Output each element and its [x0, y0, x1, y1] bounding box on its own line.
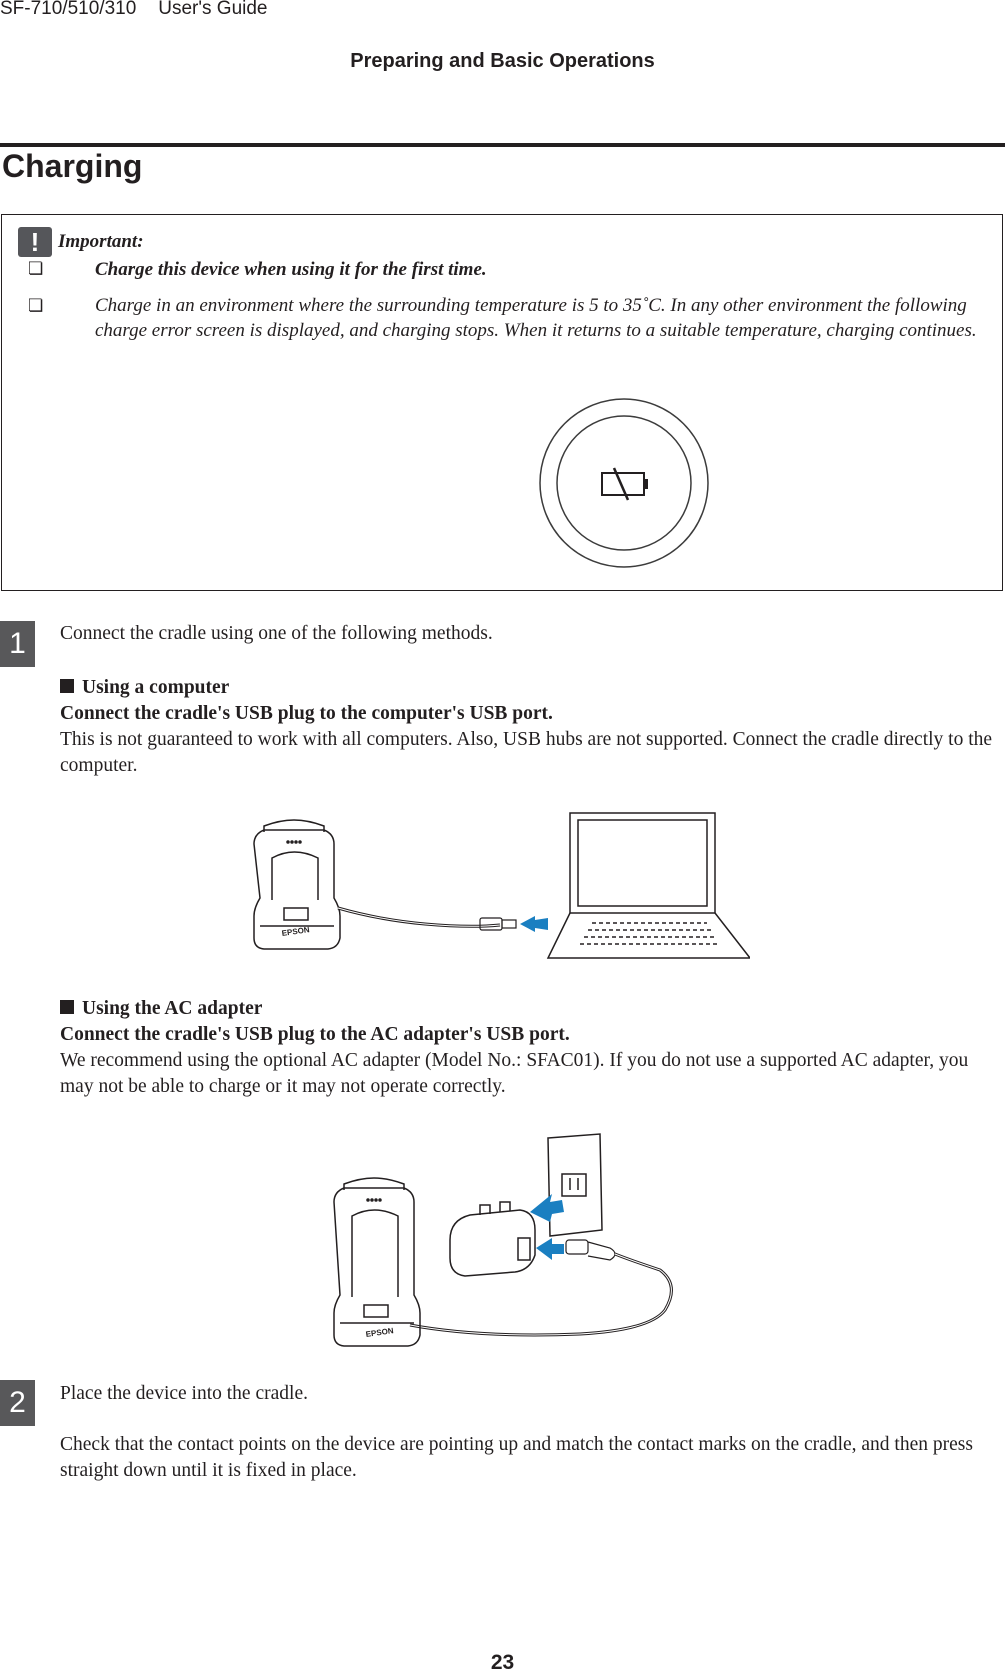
computer-heading: Using a computer	[60, 675, 1000, 701]
product-name: SF-710/510/310	[0, 0, 137, 19]
step2-text: Place the device into the cradle.	[60, 1383, 308, 1404]
square-bullet-icon	[60, 1000, 74, 1014]
wall-outlet-icon	[548, 1134, 602, 1236]
adapter-instruction: Connect the cradle's USB plug to the AC adapter's USB port.	[60, 1024, 570, 1045]
cradle-brand: EPSON	[365, 1326, 395, 1339]
cradle-brand: EPSON	[281, 925, 311, 938]
ac-adapter-icon	[450, 1202, 535, 1276]
cradle-to-adapter-illustration	[330, 1130, 710, 1355]
guide-name: User's Guide	[158, 0, 268, 19]
page-number: 23	[490, 1651, 515, 1674]
step-number-2: 2	[0, 1380, 35, 1426]
square-bullet-icon	[60, 679, 74, 693]
computer-instruction: Connect the cradle's USB plug to the computer's USB port.	[60, 703, 553, 724]
section-header: Preparing and Basic Operations	[350, 50, 655, 72]
arrow-icon	[520, 916, 548, 932]
arrow-icon	[536, 1238, 564, 1260]
checkbox-bullet-icon: ❏	[28, 296, 44, 315]
adapter-heading: Using the AC adapter	[60, 996, 1000, 1022]
exclamation-icon: !	[18, 227, 52, 257]
adapter-note: We recommend using the optional AC adapter (Model No.: SFAC01). If you do not use a supported AC adapter, you may not be able to charge or it may not operate correctly.	[60, 1050, 969, 1097]
usb-plug-icon	[566, 1240, 615, 1260]
cradle-to-computer-illustration	[250, 808, 750, 963]
battery-error-icon	[602, 468, 648, 500]
title-rule	[0, 143, 1005, 147]
checkbox-bullet-icon: ❏	[28, 259, 44, 278]
charge-error-screen	[538, 397, 710, 569]
computer-note: This is not guaranteed to work with all computers. Also, USB hubs are not supported. Connect the cradle directly to the computer.	[60, 729, 993, 776]
step-number-1: 1	[0, 621, 35, 667]
arrow-icon	[530, 1194, 564, 1222]
important-item-1: Charge this device when using it for the first time.	[95, 259, 487, 280]
page-title: Charging	[2, 148, 143, 184]
laptop-icon	[548, 813, 750, 958]
step2-note: Check that the contact points on the device are pointing up and match the contact marks on the cradle, and then press straight down until it is fixed in place.	[60, 1434, 973, 1481]
important-label: Important:	[58, 231, 144, 252]
important-item-2: Charge in an environment where the surrounding temperature is 5 to 35˚C. In any other environment the following charge error screen is displayed, and charging stops. When it returns to a suitable temperature, charging continues.	[95, 295, 977, 341]
running-header	[0, 0, 290, 20]
step1-text: Connect the cradle using one of the following methods.	[60, 623, 493, 644]
cradle-icon	[334, 1178, 420, 1346]
